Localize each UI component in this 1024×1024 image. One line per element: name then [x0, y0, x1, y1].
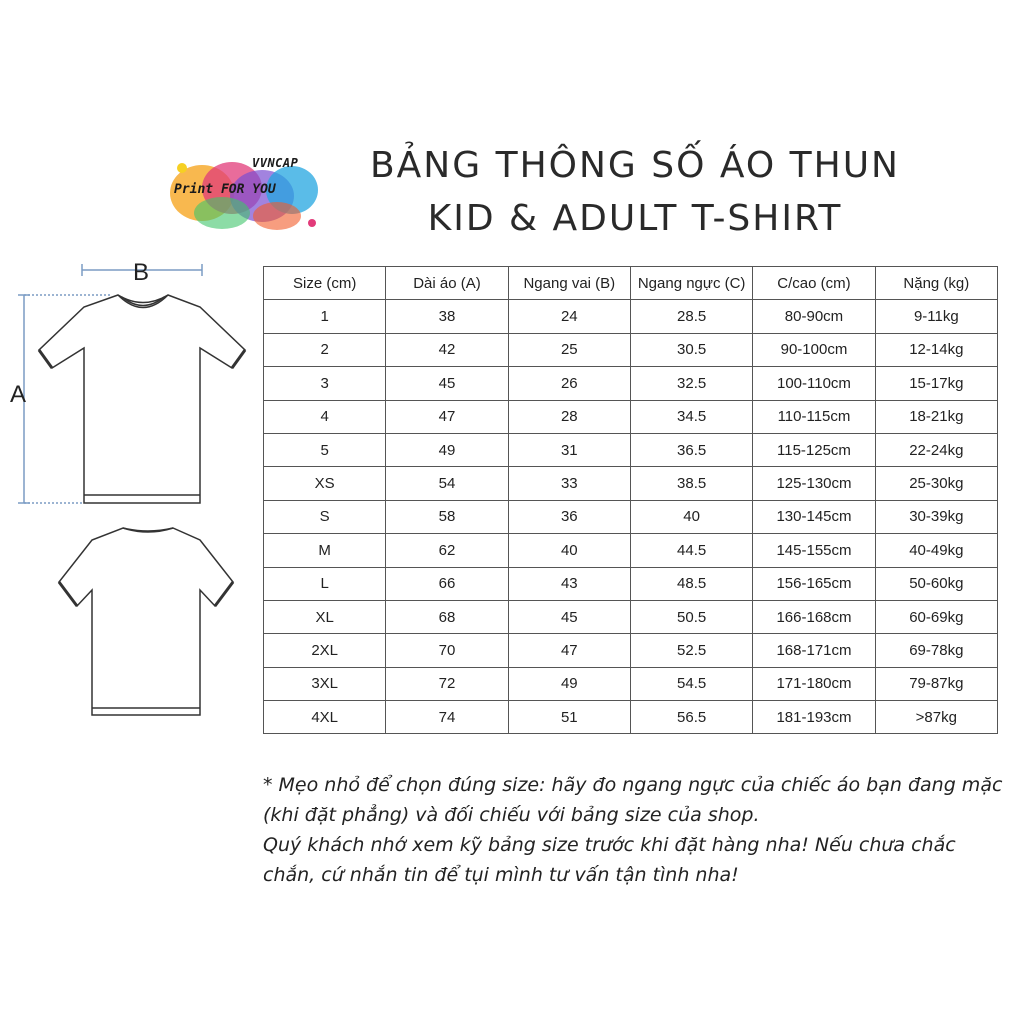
table-row	[264, 534, 998, 567]
table-cell: 54.5	[630, 667, 752, 700]
table-cell: 125-130cm	[753, 467, 875, 500]
table-cell: S	[264, 500, 386, 533]
table-cell: 50.5	[630, 600, 752, 633]
page-title: BẢNG THÔNG SỐ ÁO THUN	[369, 145, 900, 186]
table-cell: 4	[264, 400, 386, 433]
table-cell: 1	[264, 300, 386, 333]
table-cell: 33	[508, 467, 630, 500]
table-cell: 28.5	[630, 300, 752, 333]
table-cell: 42	[386, 333, 508, 366]
table-cell: 25	[508, 333, 630, 366]
table-cell: 49	[386, 433, 508, 466]
tshirt-back-icon	[59, 528, 233, 715]
table-cell: 3	[264, 367, 386, 400]
table-row	[264, 634, 998, 667]
table-cell: 30.5	[630, 333, 752, 366]
table-row	[264, 567, 998, 600]
table-cell: 115-125cm	[753, 433, 875, 466]
table-cell: 18-21kg	[875, 400, 997, 433]
table-row	[264, 701, 998, 734]
table-cell: 34.5	[630, 400, 752, 433]
table-cell: 2	[264, 333, 386, 366]
table-cell: 60-69kg	[875, 600, 997, 633]
table-cell: XS	[264, 467, 386, 500]
column-header: Ngang vai (B)	[508, 267, 630, 300]
table-cell: 45	[386, 367, 508, 400]
table-row	[264, 667, 998, 700]
table-cell: 80-90cm	[753, 300, 875, 333]
table-cell: 52.5	[630, 634, 752, 667]
table-cell: 3XL	[264, 667, 386, 700]
table-cell: 72	[386, 667, 508, 700]
table-cell: 25-30kg	[875, 467, 997, 500]
table-cell: 171-180cm	[753, 667, 875, 700]
table-cell: 22-24kg	[875, 433, 997, 466]
table-cell: 74	[386, 701, 508, 734]
table-row	[264, 333, 998, 366]
table-cell: M	[264, 534, 386, 567]
table-cell: 50-60kg	[875, 567, 997, 600]
table-cell: 156-165cm	[753, 567, 875, 600]
table-cell: L	[264, 567, 386, 600]
column-header: Dài áo (A)	[386, 267, 508, 300]
note-tip: * Mẹo nhỏ để chọn đúng size: hãy đo ngang ngực của chiếc áo bạn đang mặc (khi đặt phẳng) và đối chiếu với bảng size của shop.	[263, 774, 1003, 826]
table-cell: 38.5	[630, 467, 752, 500]
table-cell: 66	[386, 567, 508, 600]
table-cell: 181-193cm	[753, 701, 875, 734]
table-cell: 2XL	[264, 634, 386, 667]
table-cell: 31	[508, 433, 630, 466]
table-cell: 110-115cm	[753, 400, 875, 433]
table-cell: 47	[386, 400, 508, 433]
table-cell: 90-100cm	[753, 333, 875, 366]
label-a: A	[10, 381, 27, 408]
table-row	[264, 467, 998, 500]
column-header: C/cao (cm)	[753, 267, 875, 300]
table-cell: 68	[386, 600, 508, 633]
tshirt-measurement-diagram	[0, 250, 250, 730]
tshirt-front-icon	[39, 295, 245, 503]
table-cell: 100-110cm	[753, 367, 875, 400]
size-table	[263, 266, 998, 734]
table-row	[264, 400, 998, 433]
table-cell: 56.5	[630, 701, 752, 734]
logo-brand-text: VVNCAP	[252, 156, 299, 170]
table-cell: 166-168cm	[753, 600, 875, 633]
column-header: Ngang ngực (C)	[630, 267, 752, 300]
column-header: Nặng (kg)	[875, 267, 997, 300]
table-cell: 48.5	[630, 567, 752, 600]
table-cell: 38	[386, 300, 508, 333]
table-cell: 70	[386, 634, 508, 667]
table-cell: 40	[630, 500, 752, 533]
table-cell: 44.5	[630, 534, 752, 567]
table-cell: 43	[508, 567, 630, 600]
logo-tagline: Print FOR YOU	[174, 182, 276, 197]
table-row	[264, 500, 998, 533]
table-cell: 69-78kg	[875, 634, 997, 667]
table-cell: 58	[386, 500, 508, 533]
table-cell: 4XL	[264, 701, 386, 734]
page-subtitle: KID & ADULT T-SHIRT	[427, 198, 843, 239]
table-cell: 130-145cm	[753, 500, 875, 533]
note-reminder: Quý khách nhớ xem kỹ bảng size trước khi đặt hàng nha! Nếu chưa chắc chắn, cứ nhắn tin để tụi mình tư vấn tận tình nha!	[263, 834, 956, 886]
table-cell: 12-14kg	[875, 333, 997, 366]
table-cell: 79-87kg	[875, 667, 997, 700]
table-cell: 145-155cm	[753, 534, 875, 567]
label-b: B	[133, 259, 150, 286]
table-cell: 51	[508, 701, 630, 734]
table-cell: 54	[386, 467, 508, 500]
table-cell: 5	[264, 433, 386, 466]
brand-logo	[162, 148, 327, 238]
table-header-row	[264, 267, 998, 300]
table-cell: 26	[508, 367, 630, 400]
table-cell: 49	[508, 667, 630, 700]
table-cell: 168-171cm	[753, 634, 875, 667]
table-cell: 9-11kg	[875, 300, 997, 333]
table-cell: 62	[386, 534, 508, 567]
table-cell: 40-49kg	[875, 534, 997, 567]
table-row	[264, 433, 998, 466]
table-cell: 36	[508, 500, 630, 533]
table-cell: 47	[508, 634, 630, 667]
table-cell: 36.5	[630, 433, 752, 466]
size-notes	[263, 770, 1008, 890]
table-cell: 45	[508, 600, 630, 633]
table-row	[264, 600, 998, 633]
table-cell: 28	[508, 400, 630, 433]
table-cell: XL	[264, 600, 386, 633]
table-cell: >87kg	[875, 701, 997, 734]
table-cell: 30-39kg	[875, 500, 997, 533]
table-cell: 32.5	[630, 367, 752, 400]
table-cell: 15-17kg	[875, 367, 997, 400]
table-cell: 40	[508, 534, 630, 567]
table-row	[264, 300, 998, 333]
table-cell: 24	[508, 300, 630, 333]
column-header: Size (cm)	[264, 267, 386, 300]
table-body	[264, 300, 998, 734]
table-row	[264, 367, 998, 400]
